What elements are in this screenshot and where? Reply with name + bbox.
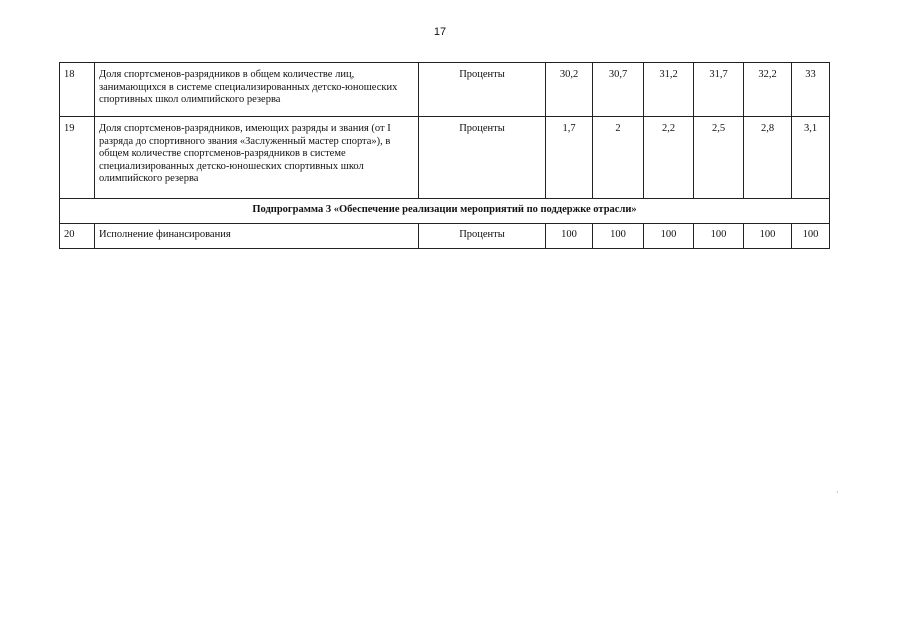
unit-cell: Проценты (419, 224, 546, 249)
value-cell: 100 (593, 224, 644, 249)
value-cell: 30,2 (546, 63, 593, 117)
value-cell: 100 (546, 224, 593, 249)
value-cell: 2 (593, 117, 644, 199)
indicator-name: Доля спортсменов-разрядников, имеющих разряды и звания (от I разряда до спортивного звания «Заслуженный мастер спорта»), в общем количестве спортсменов-разрядников в системе специализированных детско-юношеских спортивных школ олимпийского резерва (95, 117, 419, 199)
value-cell: 30,7 (593, 63, 644, 117)
row-number: 19 (60, 117, 95, 199)
row-number: 20 (60, 224, 95, 249)
value-cell: 100 (644, 224, 694, 249)
page-number: 17 (433, 26, 447, 38)
value-cell: 2,8 (744, 117, 792, 199)
unit-cell: Проценты (419, 117, 546, 199)
value-cell: 100 (792, 224, 830, 249)
subprogram-title: Подпрограмма 3 «Обеспечение реализации мероприятий по поддержке отрасли» (60, 199, 830, 224)
table-row (60, 224, 830, 249)
value-cell: 31,2 (644, 63, 694, 117)
indicator-name: Доля спортсменов-разрядников в общем количестве лиц, занимающихся в системе специализированных детско-юношеских спортивных школ олимпийского резерва (95, 63, 419, 117)
indicator-name: Исполнение финансирования (95, 224, 419, 249)
value-cell: 100 (744, 224, 792, 249)
value-cell: 100 (694, 224, 744, 249)
value-cell: 3,1 (792, 117, 830, 199)
unit-cell: Проценты (419, 63, 546, 117)
value-cell: 33 (792, 63, 830, 117)
value-cell: 2,2 (644, 117, 694, 199)
subprogram-header-row (60, 199, 830, 224)
value-cell: 32,2 (744, 63, 792, 117)
table-row (60, 117, 830, 199)
table-row (60, 63, 830, 117)
value-cell: 1,7 (546, 117, 593, 199)
scan-speck: · (836, 488, 839, 497)
value-cell: 2,5 (694, 117, 744, 199)
row-number: 18 (60, 63, 95, 117)
indicators-table (59, 62, 830, 249)
value-cell: 31,7 (694, 63, 744, 117)
